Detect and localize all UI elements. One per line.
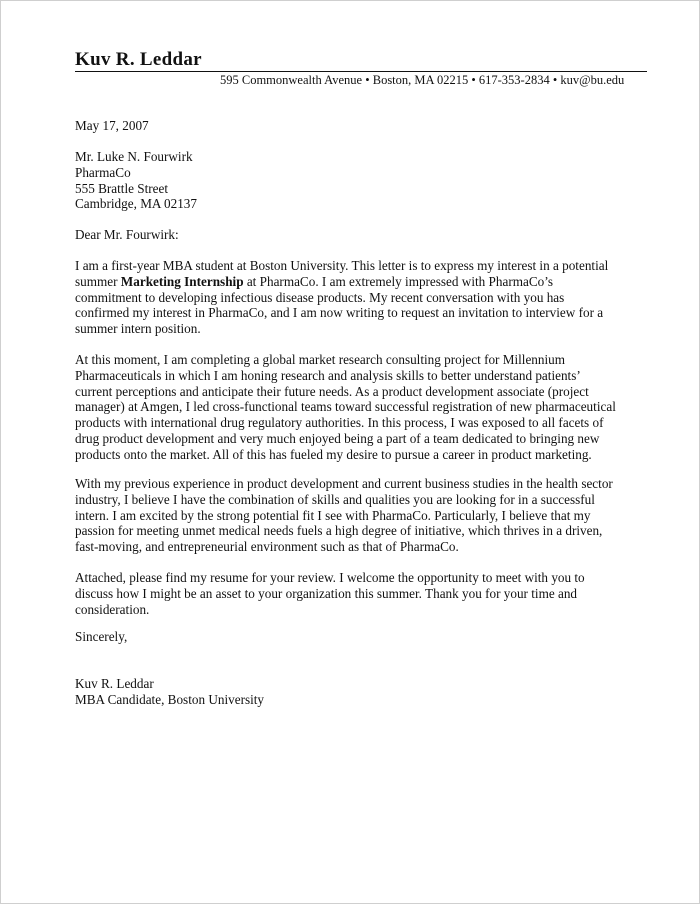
recipient-name: Mr. Luke N. Fourwirk	[75, 149, 193, 164]
closing: Sincerely,	[75, 629, 128, 644]
paragraph-3	[75, 476, 640, 555]
sender-contact: 595 Commonwealth Avenue • Boston, MA 02215 • 617-353-2834 • kuv@bu.edu	[220, 73, 625, 87]
paragraph-line: current perceptions and anticipate their future needs. As a product development associate (project	[75, 383, 589, 399]
text-span: summer	[75, 273, 121, 289]
paragraph-line: discuss how I might be an asset to your organization this summer. Thank you for your time and	[75, 585, 578, 601]
header-rule	[75, 71, 647, 72]
recipient-city: Cambridge, MA 02137	[75, 196, 197, 211]
paragraph-line: With my previous experience in product development and current business studies in the health sector	[75, 476, 613, 491]
paragraph-line: manager) at Amgen, I led cross-functional teams toward successful registration of new pharmaceutical	[75, 399, 616, 415]
paragraph-line: commitment to developing infectious disease products. My recent conversation with you has	[75, 289, 565, 305]
paragraph-line: products onto the market. All of this has fueled my desire to pursue a career in product marketing.	[75, 446, 592, 462]
paragraph-line: passion for meeting unmet medical needs fuels a high degree of initiative, which thrives in a driven,	[75, 523, 603, 539]
paragraph-line: At this moment, I am completing a global market research consulting project for Millennium	[75, 352, 566, 367]
paragraph-line: Attached, please find my resume for your review. I welcome the opportunity to meet with you to	[75, 570, 585, 585]
paragraph-line: intern. I am excited by the strong potential fit I see with PharmaCo. Particularly, I believe that my	[75, 507, 591, 523]
sender-name: Kuv R. Leddar	[75, 49, 202, 70]
paragraph-line: fast-moving, and entrepreneurial environment such as that of PharmaCo.	[75, 539, 459, 555]
paragraph-line: consideration.	[75, 601, 150, 617]
signature-name: Kuv R. Leddar	[75, 676, 154, 691]
paragraph-line: industry, I believe I have the combination of skills and qualities you are looking for in a successful	[75, 491, 595, 507]
paragraph-line: drug product development and very much enjoyed being a part of a team dedicated to bringing new	[75, 430, 600, 446]
paragraph-line: I am a first-year MBA student at Boston University. This letter is to express my interest in a potential	[75, 258, 609, 273]
salutation: Dear Mr. Fourwirk:	[75, 227, 179, 242]
paragraph-line: confirmed my interest in PharmaCo, and I am now writing to request an invitation to interview for a	[75, 305, 604, 321]
internship-emphasis: Marketing Internship	[120, 273, 244, 289]
recipient-company: PharmaCo	[75, 165, 131, 180]
signature-title: MBA Candidate, Boston University	[75, 692, 265, 707]
paragraph-line: Pharmaceuticals in which I am honing research and analysis skills to better understand patients’	[75, 367, 581, 383]
paragraph-line	[75, 274, 640, 290]
recipient-street: 555 Brattle Street	[75, 181, 169, 196]
letter-date: May 17, 2007	[75, 118, 149, 133]
text-span: at PharmaCo. I am extremely impressed with PharmaCo’s	[243, 273, 554, 289]
paragraph-line: summer intern position.	[75, 321, 201, 337]
paragraph-2	[75, 352, 640, 463]
paragraph-1	[75, 258, 640, 337]
paragraph-4	[75, 570, 640, 617]
paragraph-line: products with international drug regulatory authorities. In this process, I was exposed to all facets of	[75, 415, 604, 431]
